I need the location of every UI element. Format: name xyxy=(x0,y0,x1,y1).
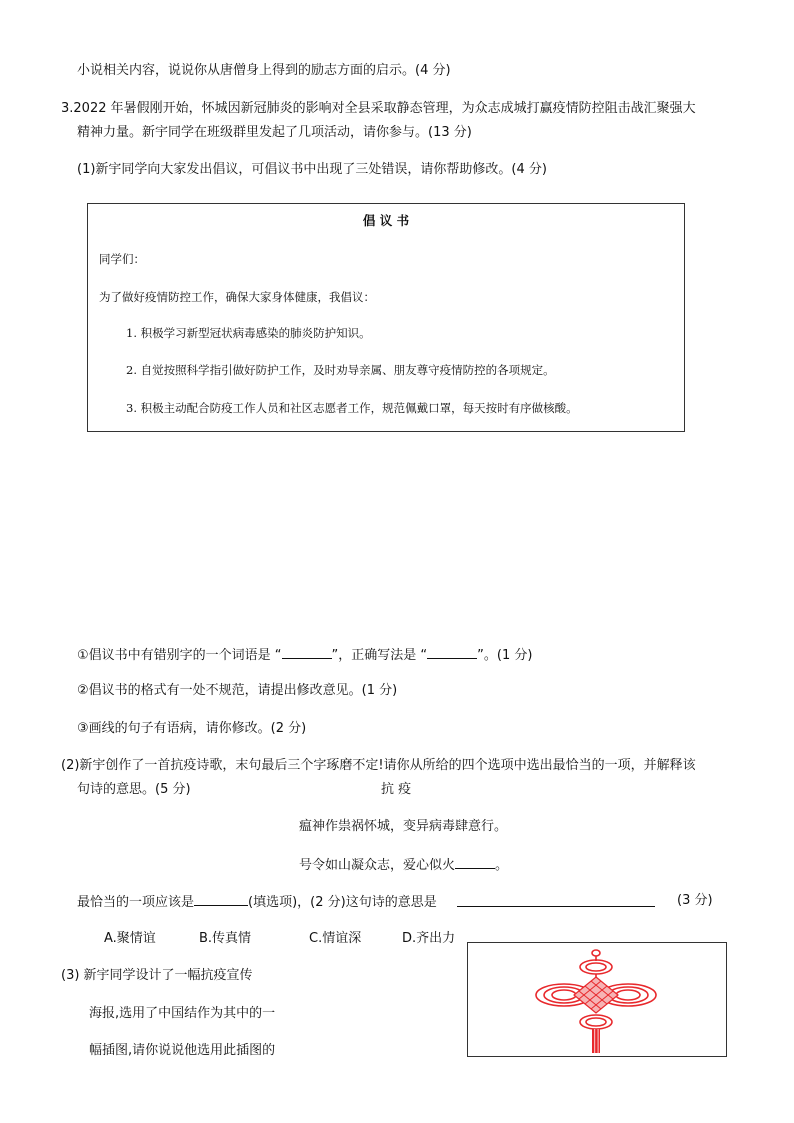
sub-question-3-line3: 幅插图,请你说说他选用此插图的 xyxy=(89,1043,276,1058)
sub-question-1-stem: (1)新宇同学向大家发出倡议，可倡议书中出现了三处错误，请你帮助修改。(4 分) xyxy=(77,162,547,177)
answer-line xyxy=(77,892,437,912)
sub-question-3-line1: (3) 新宇同学设计了一幅抗疫宣传 xyxy=(61,968,253,983)
sub-question-1a xyxy=(77,645,532,665)
poem-line-2-end: 。 xyxy=(495,858,509,873)
option-d: D.齐出力 xyxy=(402,931,456,946)
proposal-intro: 为了做好疫情防控工作，确保大家身体健康，我倡议： xyxy=(99,290,375,304)
poem-line-1: 瘟神作祟祸怀城，变异病毒肆意行。 xyxy=(299,819,508,834)
intro-line: 小说相关内容，说说你从唐僧身上得到的励志方面的启示。(4 分) xyxy=(77,63,451,78)
sub-question-1c: ③画线的句子有语病，请你修改。(2 分) xyxy=(77,721,307,736)
sub-question-3-line2: 海报,选用了中国结作为其中的一 xyxy=(89,1006,276,1021)
answer-middle: (填选项)，(2 分)这句诗的意思是 xyxy=(248,895,437,910)
proposal-greeting: 同学们： xyxy=(99,252,145,266)
question-3-line1: 3.2022 年暑假刚开始，怀城因新冠肺炎的影响对全县采取静态管理，为众志成城打赢疫情防控阻击战汇聚强大 xyxy=(61,101,696,116)
answer-blank[interactable] xyxy=(282,645,332,659)
option-b: B.传真情 xyxy=(199,931,252,946)
poem-line-2-text: 号令如山凝众志，爱心似火 xyxy=(299,858,456,873)
poem-blank[interactable] xyxy=(455,855,495,869)
option-a: A.聚情谊 xyxy=(104,931,156,946)
q-a-middle: ”，正确写法是 “ xyxy=(331,648,428,663)
poem-title: 抗 疫 xyxy=(381,782,412,797)
chinese-knot-icon xyxy=(468,943,726,1056)
option-blank[interactable] xyxy=(194,892,248,906)
proposal-title: 倡 议 书 xyxy=(362,213,410,228)
q-a-suffix: ”。(1 分) xyxy=(477,648,533,663)
answer-prefix: 最恰当的一项应该是 xyxy=(77,895,195,910)
sub-question-2-line1: (2)新宇创作了一首抗疫诗歌，末句最后三个字琢磨不定!请你从所给的四个选项中选出最恰当的一项，并解释该 xyxy=(61,758,696,773)
option-c: C.情谊深 xyxy=(309,931,362,946)
proposal-box xyxy=(87,203,685,432)
answer-blank[interactable] xyxy=(427,645,477,659)
answer-score: (3 分) xyxy=(677,893,713,908)
proposal-item-underlined: 3. 积极主动配合防疫工作人员和社区志愿者工作，规范佩戴口罩，每天按时有序做核酸。 xyxy=(126,401,578,415)
question-3-line2: 精神力量。新宇同学在班级群里发起了几项活动，请你参与。(13 分) xyxy=(77,125,472,140)
q-a-prefix: ①倡议书中有错别字的一个词语是 “ xyxy=(77,648,282,663)
chinese-knot-image-frame xyxy=(467,942,727,1057)
poem-line-2 xyxy=(299,855,508,875)
sub-question-2-line2: 句诗的意思。(5 分) xyxy=(77,782,191,797)
meaning-blank[interactable] xyxy=(457,893,655,907)
proposal-item: 1. 积极学习新型冠状病毒感染的肺炎防护知识。 xyxy=(126,326,371,340)
sub-question-1b: ②倡议书的格式有一处不规范，请提出修改意见。(1 分) xyxy=(77,683,398,698)
proposal-item: 2. 自觉按照科学指引做好防护工作，及时劝导亲属、朋友尊守疫情防控的各项规定。 xyxy=(126,363,555,377)
